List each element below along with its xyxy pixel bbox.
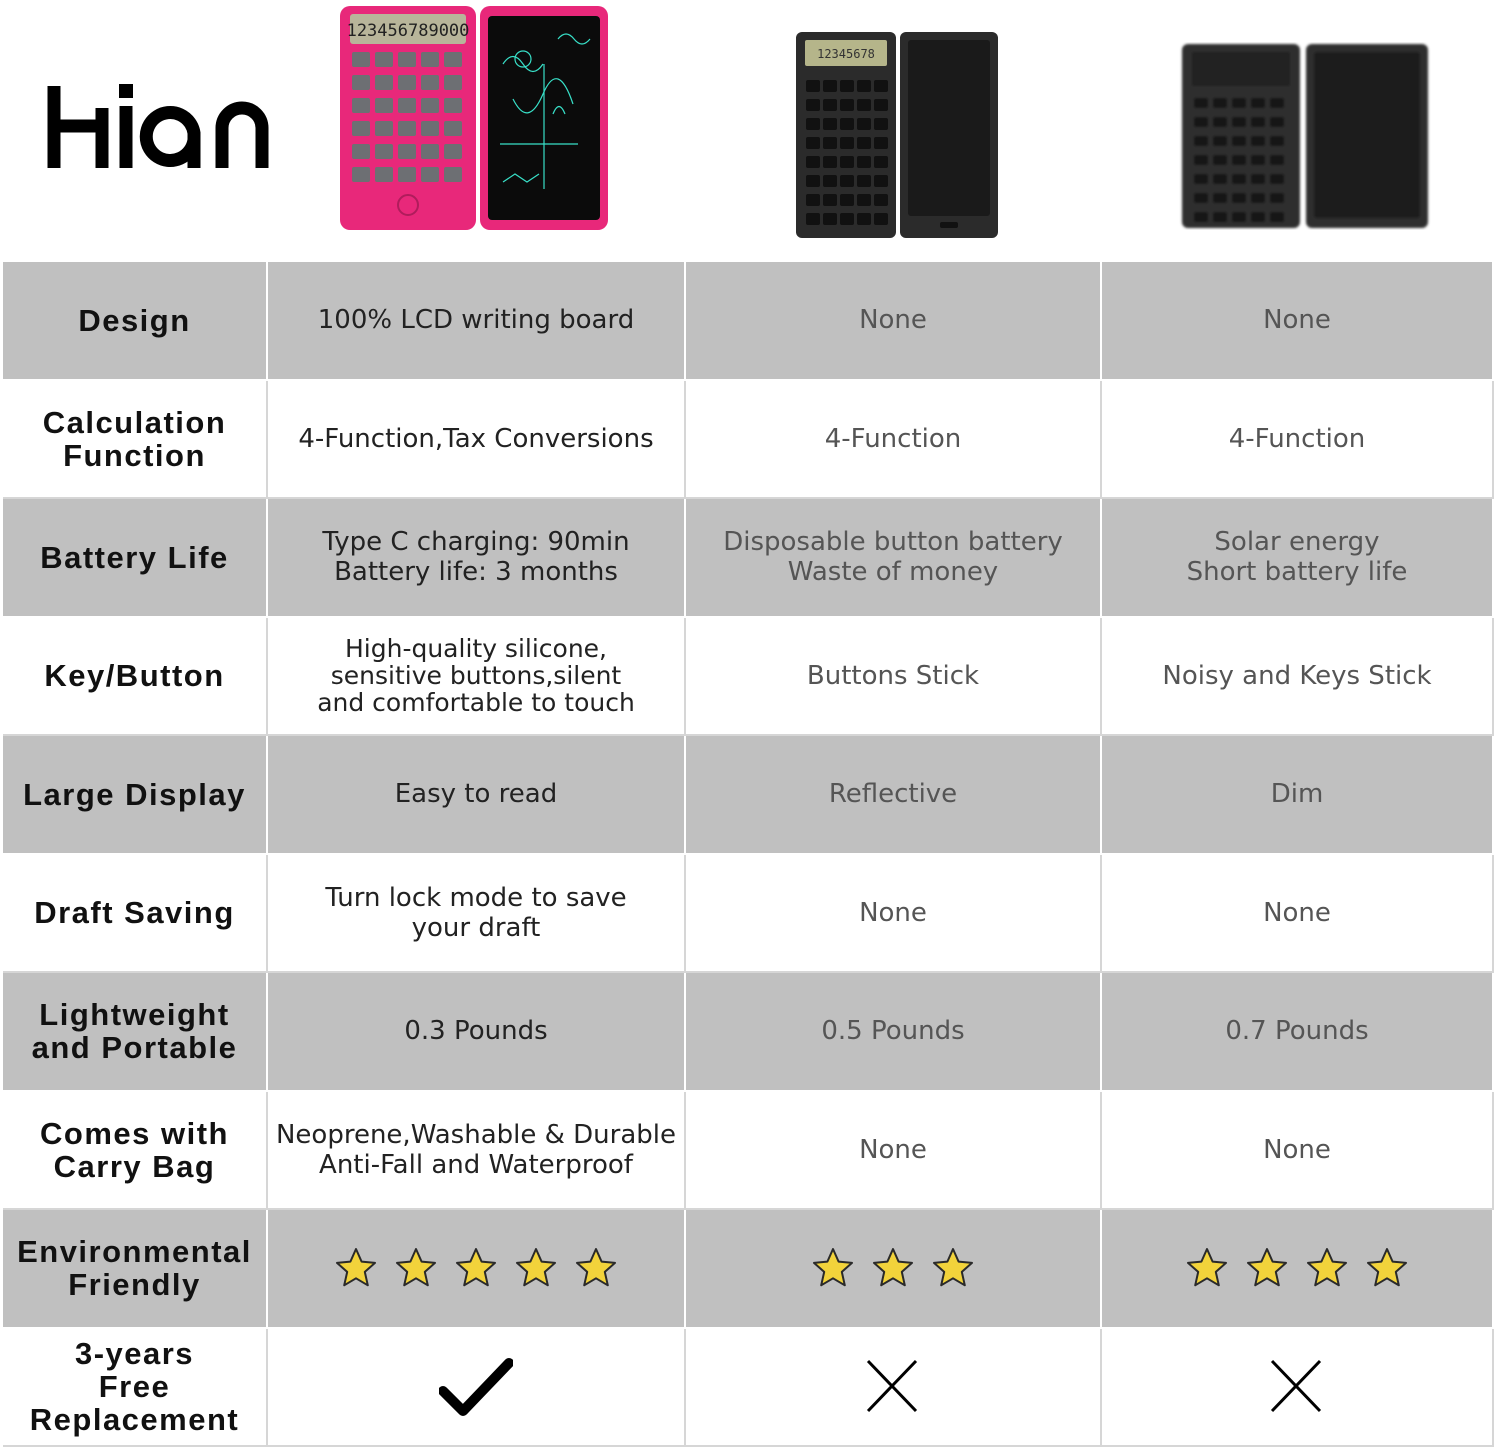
competitor-b-product-image [1178,42,1432,230]
hian-rating [268,1210,686,1329]
feature-label: Draft Saving [3,855,268,974]
cross-icon [856,1355,930,1419]
competitor-a-product-image [792,30,1002,240]
competitor-b-value: 4-Function [1102,381,1494,500]
hian-logo [44,78,274,178]
check-icon [439,1355,513,1419]
svg-text:12345678: 12345678 [817,47,875,61]
competitor-a-value: 4-Function [686,381,1102,500]
star-icon [334,1246,378,1290]
competitor-a-value: None [686,262,1102,381]
hian-value: Turn lock mode to save your draft [268,855,686,974]
star-icon [811,1246,855,1290]
header [0,0,1500,262]
comparison-table [3,260,1497,1447]
hian-value: 0.3 Pounds [268,973,686,1092]
competitor-a-value: 0.5 Pounds [686,973,1102,1092]
competitor-b-value: Dim [1102,736,1494,855]
feature-label: Design [3,262,268,381]
hian-display-text: 123456789000 [346,21,470,41]
hian-value: Neoprene,Washable & Durable Anti-Fall and Waterproof [268,1092,686,1211]
feature-label: Environmental Friendly [3,1210,268,1329]
competitor-b-value: 0.7 Pounds [1102,973,1494,1092]
feature-label: Calculation Function [3,381,268,500]
hian-value: 100% LCD writing board [268,262,686,381]
competitor-a-value: Buttons Stick [686,618,1102,737]
feature-label: Key/Button [3,618,268,737]
hian-product-image [338,4,610,232]
competitor-a-value: None [686,855,1102,974]
hian-value: High-quality silicone, sensitive buttons,silent and comfortable to touch [268,618,686,737]
competitor-b-value: Noisy and Keys Stick [1102,618,1494,737]
feature-label: Comes with Carry Bag [3,1092,268,1211]
star-icon [454,1246,498,1290]
hian-mark [268,1329,686,1448]
competitor-b-rating [1102,1210,1494,1329]
star-icon [574,1246,618,1290]
competitor-b-value: None [1102,855,1494,974]
feature-label: Battery Life [3,499,268,618]
star-icon [1365,1246,1409,1290]
star-icon [871,1246,915,1290]
star-icon [931,1246,975,1290]
competitor-b-value: None [1102,1092,1494,1211]
feature-label: Large Display [3,736,268,855]
competitor-b-value: None [1102,262,1494,381]
competitor-a-value: None [686,1092,1102,1211]
competitor-a-value: Reflective [686,736,1102,855]
hian-value: Easy to read [268,736,686,855]
star-icon [394,1246,438,1290]
cross-icon [1260,1355,1334,1419]
feature-label: 3-years Free Replacement [3,1329,268,1448]
star-icon [1245,1246,1289,1290]
hian-value: 4-Function,Tax Conversions [268,381,686,500]
hian-value: Type C charging: 90min Battery life: 3 months [268,499,686,618]
competitor-a-value: Disposable button battery Waste of money [686,499,1102,618]
competitor-a-rating [686,1210,1102,1329]
star-icon [1305,1246,1349,1290]
star-icon [514,1246,558,1290]
competitor-a-mark [686,1329,1102,1448]
star-icon [1185,1246,1229,1290]
feature-label: Lightweight and Portable [3,973,268,1092]
competitor-b-value: Solar energy Short battery life [1102,499,1494,618]
competitor-b-mark [1102,1329,1494,1448]
